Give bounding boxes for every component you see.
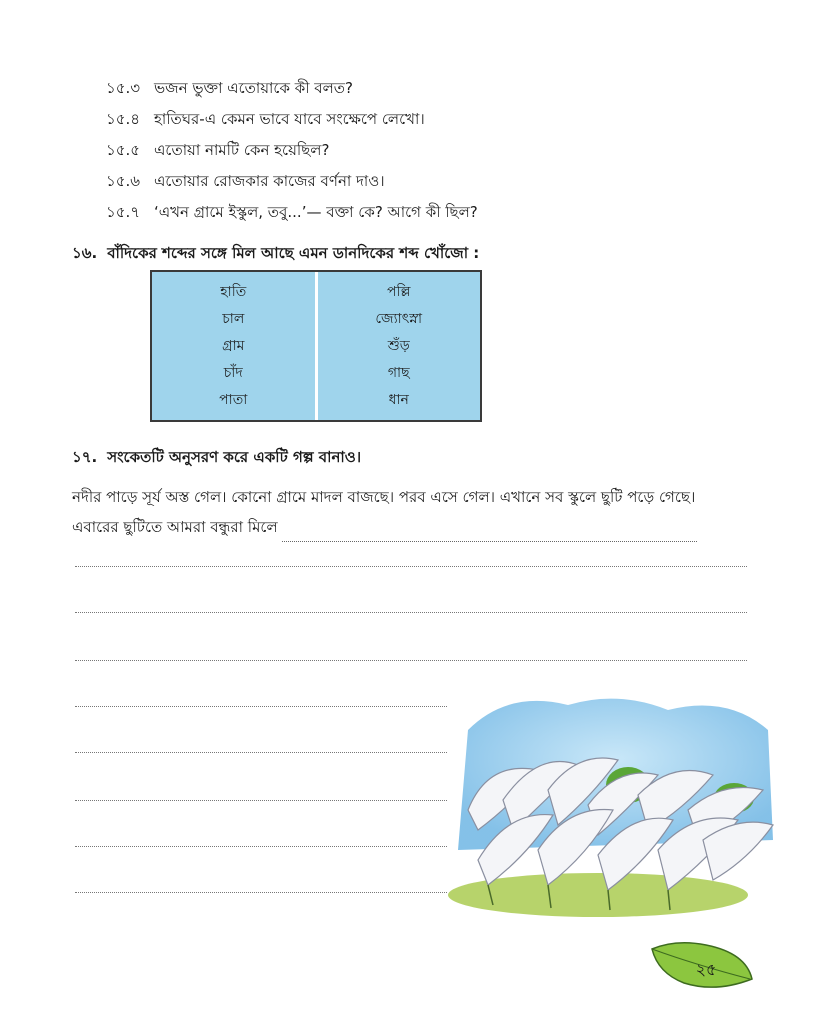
story-text: নদীর পাড়ে সূর্য অস্ত গেল। কোনো গ্রামে মাদল বাজছে। পরব এসে গেল। এখানে সব স্কুলে ছুটি পড়ে গেছে। — [72, 488, 696, 506]
kash-flower-illustration — [448, 690, 778, 925]
question-number: ১৫.৪ — [106, 110, 140, 128]
story-text: এবারের ছুটিতে আমরা বন্ধুরা মিলে — [72, 518, 278, 536]
question-number: ১৫.৭ — [106, 203, 140, 221]
question-number: ১৫.৩ — [106, 79, 140, 97]
leaf-icon — [646, 935, 756, 995]
left-word: পাতা — [219, 392, 248, 409]
story-line — [72, 512, 697, 542]
writing-line[interactable] — [75, 612, 747, 613]
right-word: ধান — [388, 392, 409, 409]
word-match-table — [150, 270, 482, 422]
question-text: এতোয়া নামটি কেন হয়েছিল? — [154, 141, 330, 159]
right-word: পল্লি — [387, 283, 411, 300]
right-word: শুঁড় — [387, 337, 410, 354]
section-16-heading — [72, 242, 479, 267]
writing-line[interactable] — [75, 566, 747, 567]
left-word: গ্রাম — [222, 337, 245, 354]
question-item — [106, 136, 786, 167]
writing-blank[interactable] — [282, 521, 697, 542]
writing-line[interactable] — [75, 892, 447, 893]
section-title: সংকেতটি অনুসরণ করে একটি গল্প বানাও। — [107, 448, 362, 466]
section-number: ১৬. — [72, 244, 98, 262]
question-item — [106, 198, 786, 229]
question-number: ১৫.৫ — [106, 141, 140, 159]
writing-line[interactable] — [75, 706, 447, 707]
writing-line[interactable] — [75, 660, 747, 661]
page-number: ২৫ — [695, 960, 717, 979]
question-text: এতোয়ার রোজকার কাজের বর্ণনা দাও। — [154, 172, 385, 190]
right-word-column — [315, 272, 481, 420]
writing-line[interactable] — [75, 752, 447, 753]
question-text: ‘এখন গ্রামে ইস্কুল, তবু...’— বক্তা কে? আগে কী ছিল? — [154, 203, 478, 221]
left-word: চাল — [222, 310, 245, 327]
right-word: জ্যোৎস্না — [375, 310, 423, 327]
question-list — [106, 74, 786, 229]
section-title: বাঁদিকের শব্দের সঙ্গে মিল আছে এমন ডানদিকের শব্দ খোঁজো : — [107, 244, 480, 262]
question-number: ১৫.৬ — [106, 172, 140, 190]
writing-line[interactable] — [75, 800, 447, 801]
left-word: চাঁদ — [223, 365, 243, 382]
section-17-heading — [72, 446, 361, 471]
writing-line[interactable] — [75, 846, 447, 847]
story-line — [72, 482, 762, 512]
left-word-column — [152, 272, 315, 420]
question-text: হাতিঘর-এ কেমন ভাবে যাবে সংক্ষেপে লেখো। — [154, 110, 425, 128]
right-word: গাছ — [387, 365, 410, 382]
question-item — [106, 167, 786, 198]
section-number: ১৭. — [72, 448, 98, 466]
question-text: ভজন ভুক্তা এতোয়াকে কী বলত? — [154, 79, 353, 97]
story-prompt — [72, 482, 762, 542]
left-word: হাতি — [220, 283, 247, 300]
question-item — [106, 74, 786, 105]
question-item — [106, 105, 786, 136]
